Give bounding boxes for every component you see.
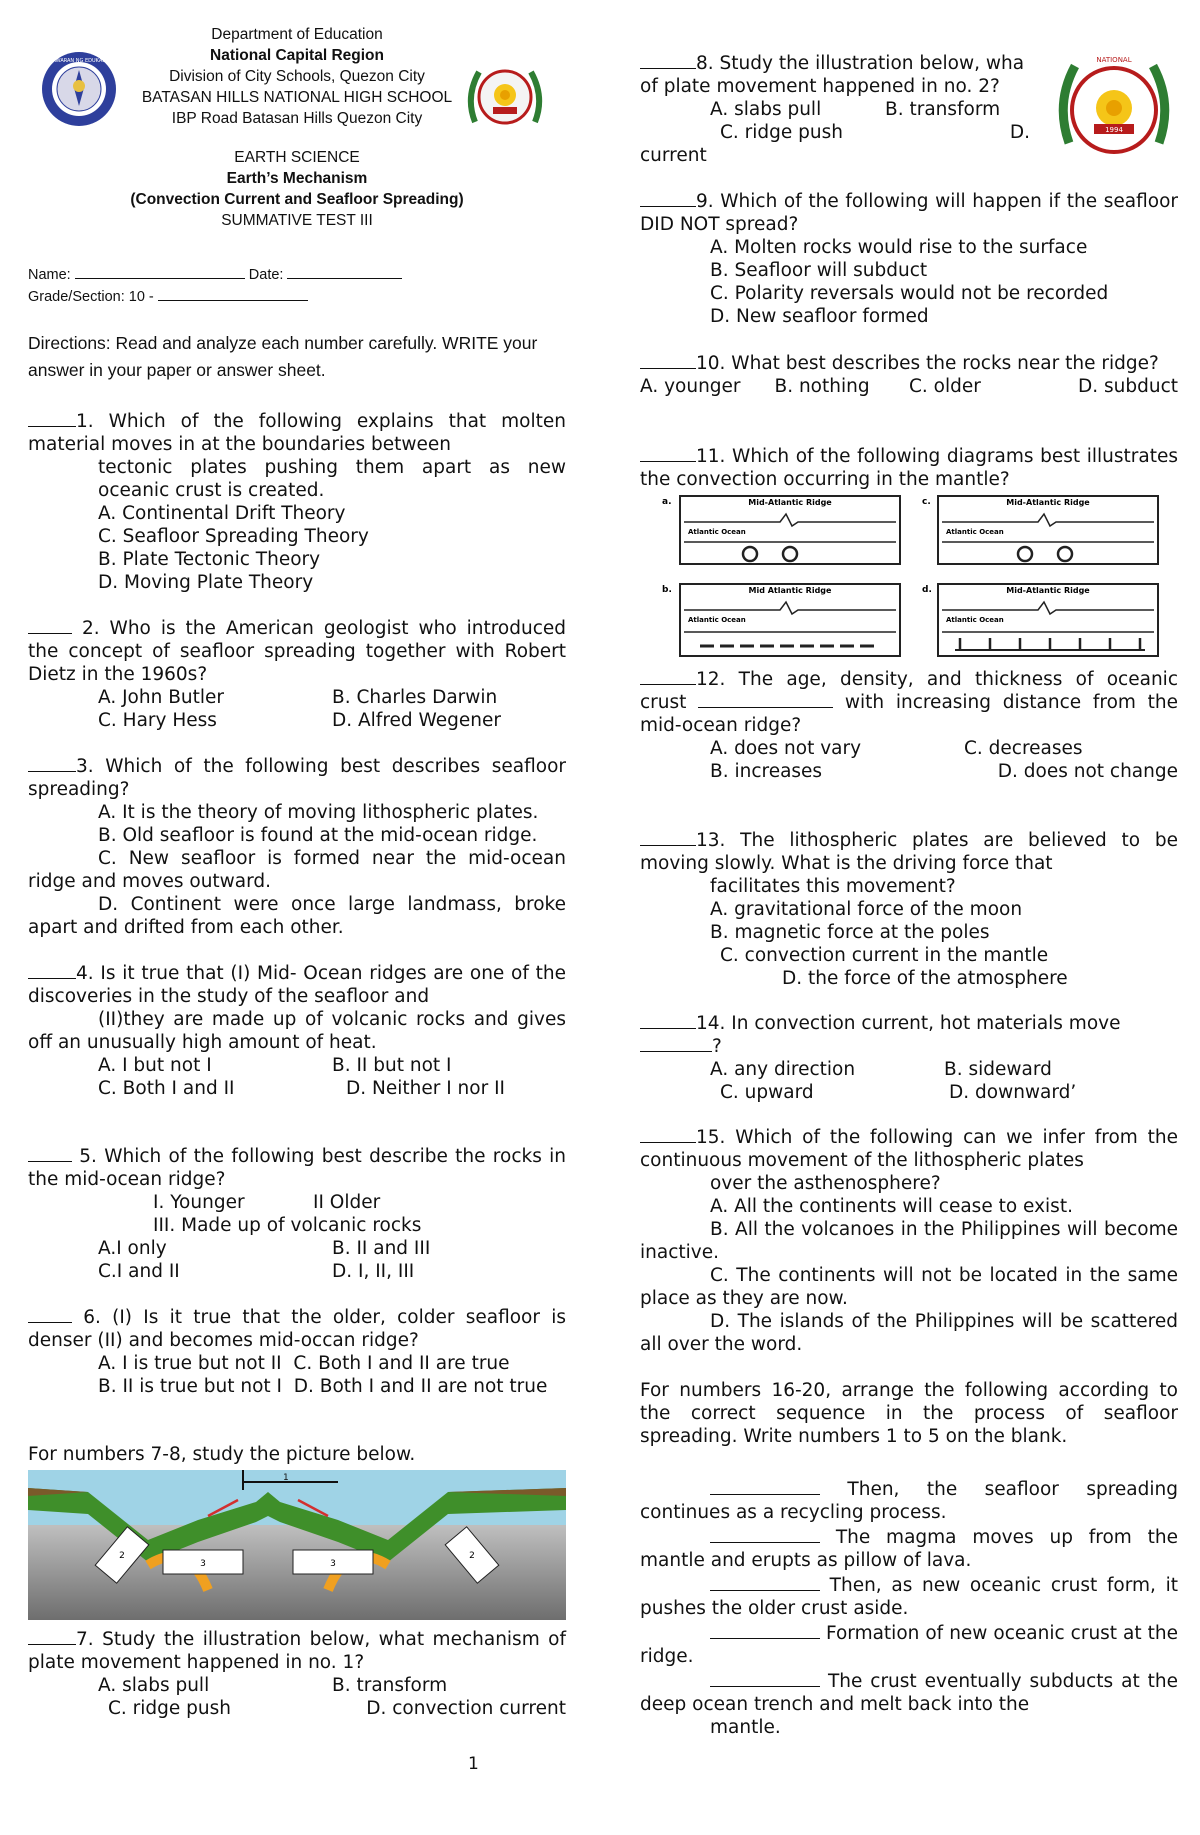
panel-a xyxy=(662,496,900,564)
option-a: A. Molten rocks would rise to the surface xyxy=(710,237,1088,258)
sequence-items xyxy=(640,1478,1178,1739)
option-a: A. Continental Drift Theory xyxy=(98,503,346,524)
option-a: A. John Butler xyxy=(98,687,224,708)
option-a: A. gravitational force of the moon xyxy=(710,899,1023,920)
seal-top-text: NATIONAL xyxy=(1096,56,1132,64)
question-stem-cont: with increasing distance from the mid-ocean ridge? xyxy=(640,692,1178,736)
question-10 xyxy=(640,352,1178,398)
answer-blank[interactable] xyxy=(28,426,76,427)
option-b: B. All the volcanoes in the Philippines will become inactive. xyxy=(640,1219,1178,1263)
option-a: A. All the continents will cease to exist. xyxy=(710,1196,1073,1217)
answer-blank[interactable] xyxy=(640,206,696,207)
school-seal-large-logo xyxy=(1055,48,1173,166)
statement-ii: II Older xyxy=(313,1192,381,1213)
option-b: B. increases xyxy=(710,761,823,782)
option-d: D. subduct xyxy=(1077,376,1178,397)
question-stem: 4. Is it true that (I) Mid- Ocean ridges are one of the discoveries in the study of the seafloor and xyxy=(28,963,566,1007)
question-stem: 3. Which of the following best describes seafloor spreading? xyxy=(28,756,566,800)
sequence-item xyxy=(640,1526,1178,1572)
question-8 xyxy=(640,52,1060,167)
option-c: C. decreases xyxy=(964,738,1083,759)
question-7 xyxy=(28,1628,566,1720)
panel-a-ridge: Mid-Atlantic Ridge xyxy=(748,498,832,507)
deped-seal-text: KAGAWARAN NG EDUKASYON xyxy=(42,58,116,64)
question-stem: 11. Which of the following diagrams best illustrates the convection occurring in the mantle? xyxy=(640,446,1178,490)
school-name: BATASAN HILLS NATIONAL HIGH SCHOOL xyxy=(141,89,453,106)
option-a: A. I is true but not II xyxy=(98,1353,282,1374)
panel-c-ridge: Mid-Atlantic Ridge xyxy=(1006,498,1090,507)
seal-year: 1994 xyxy=(1105,126,1123,134)
option-c: C. ridge push xyxy=(108,1698,232,1719)
label-3-right: 3 xyxy=(330,1559,336,1569)
option-d: D. Alfred Wegener xyxy=(332,710,501,731)
option-a: A.I only xyxy=(98,1238,167,1259)
subtopic-title: (Convection Current and Seafloor Spreading) xyxy=(130,191,464,208)
question-stem: 12. The age, density, and thickness of oceanic crust xyxy=(640,669,1178,713)
sequence-text: Formation of new oceanic crust at the ridge. xyxy=(640,1623,1178,1667)
question-5 xyxy=(28,1145,566,1283)
option-c: C. Hary Hess xyxy=(98,710,217,731)
option-b: B. transform xyxy=(332,1675,448,1696)
question-6 xyxy=(28,1306,566,1398)
sequence-intro: For numbers 16-20, arrange the following according to the correct sequence in the process of seafloor spreading. Write numbers 1 to 5 on the blank. xyxy=(640,1380,1178,1447)
answer-blank[interactable] xyxy=(640,684,696,685)
option-b: B. II and III xyxy=(332,1238,431,1259)
option-d-cont: current xyxy=(640,145,707,166)
question-stem-cont: of plate movement happened in no. 2? xyxy=(640,76,1000,97)
label-2-right: 2 xyxy=(469,1551,475,1561)
convection-options-diagram xyxy=(640,492,1178,662)
panel-b-ocean: Atlantic Ocean xyxy=(688,616,746,624)
answer-blank[interactable] xyxy=(28,978,76,979)
question-stem-cont: tectonic plates pushing them apart as new oceanic crust is created. xyxy=(98,457,566,501)
option-b: B. II but not I xyxy=(332,1055,452,1076)
statement-i: I. Younger xyxy=(153,1192,245,1213)
figure-note: For numbers 7-8, study the picture below. xyxy=(28,1444,416,1465)
option-b: B. transform xyxy=(885,99,1001,120)
label-1: 1 xyxy=(283,1473,289,1483)
seafloor-spreading-diagram xyxy=(28,1470,566,1620)
answer-blank[interactable] xyxy=(640,1028,696,1029)
panel-b xyxy=(662,584,900,656)
dept-name: Department of Education xyxy=(211,26,383,43)
school-address: IBP Road Batasan Hills Quezon City xyxy=(171,110,423,127)
option-d: D. Moving Plate Theory xyxy=(98,572,314,593)
option-b: B. nothing xyxy=(774,376,870,397)
question-stem: 5. Which of the following best describe the rocks in the mid-ocean ridge? xyxy=(28,1146,566,1190)
option-b: B. Plate Tectonic Theory xyxy=(98,549,321,570)
question-stem: 13. The lithospheric plates are believed to be moving slowly. What is the driving force that xyxy=(640,830,1178,874)
option-d: D. xyxy=(1009,122,1030,143)
grade-blank[interactable] xyxy=(158,300,308,301)
region-name: National Capital Region xyxy=(210,47,384,64)
question-4 xyxy=(28,962,566,1100)
question-12 xyxy=(640,668,1178,783)
sequence-text: The magma moves up from the mantle and erupts as pillow of lava. xyxy=(640,1527,1178,1571)
option-b: B. Seafloor will subduct xyxy=(710,260,928,281)
panel-c xyxy=(922,496,1158,564)
directions: Directions: Read and analyze each number carefully. WRITE your answer in your paper or answer sheet. xyxy=(28,333,538,380)
grade-label: Grade/Section: 10 - xyxy=(28,289,158,305)
option-c: C. older xyxy=(909,376,981,397)
option-c: C.I and II xyxy=(98,1261,180,1282)
option-a: A. It is the theory of moving lithospheric plates. xyxy=(98,802,539,823)
option-a: A. slabs pull xyxy=(710,99,822,120)
question-stem: 9. Which of the following will happen if the seafloor DID NOT spread? xyxy=(640,191,1178,235)
panel-a-ocean: Atlantic Ocean xyxy=(688,528,746,536)
question-1 xyxy=(28,410,566,594)
option-d: D. the force of the atmosphere xyxy=(782,968,1068,989)
sequence-blank[interactable] xyxy=(710,1542,820,1543)
division-name: Division of City Schools, Quezon City xyxy=(169,68,425,85)
sequence-item xyxy=(640,1622,1178,1668)
question-9 xyxy=(640,190,1178,328)
sequence-blank[interactable] xyxy=(710,1590,820,1591)
option-a: A. does not vary xyxy=(710,738,862,759)
question-stem: 6. (I) Is it true that the older, colder seafloor is denser (II) and becomes mid-occan ridge? xyxy=(28,1307,566,1351)
question-2 xyxy=(28,617,566,732)
date-blank[interactable] xyxy=(287,278,402,279)
sequence-item xyxy=(640,1670,1178,1716)
answer-blank[interactable] xyxy=(640,68,696,69)
question-stem: 14. In convection current, hot materials move xyxy=(696,1013,1121,1034)
option-d: D. New seafloor formed xyxy=(710,306,929,327)
panel-b-letter: b. xyxy=(662,585,672,595)
question-11 xyxy=(640,445,1178,491)
sequence-blank[interactable] xyxy=(710,1686,820,1687)
school-header xyxy=(28,24,566,231)
option-c: C. The continents will not be located in the same place as they are now. xyxy=(640,1265,1178,1309)
answer-blank[interactable] xyxy=(28,771,76,772)
option-c: C. Both I and II xyxy=(98,1078,235,1099)
question-stem-cont: (II)they are made up of volcanic rocks and gives off an unusually high amount of heat. xyxy=(28,1009,566,1053)
option-d: D. Neither I nor II xyxy=(346,1078,505,1099)
panel-c-letter: c. xyxy=(922,497,931,507)
option-c: C. ridge push xyxy=(720,122,844,143)
answer-blank[interactable] xyxy=(28,1644,76,1645)
sequence-blank[interactable] xyxy=(710,1494,820,1495)
panel-d xyxy=(922,584,1158,656)
option-a: A. slabs pull xyxy=(98,1675,210,1696)
option-a: A. younger xyxy=(640,376,741,397)
topic-title: Earth’s Mechanism xyxy=(226,170,368,187)
option-d: D. The islands of the Philippines will be scattered all over the word. xyxy=(640,1311,1178,1355)
option-b: B. Charles Darwin xyxy=(332,687,498,708)
sequence-text: The crust eventually subducts at the deep ocean trench and melt back into the xyxy=(640,1671,1178,1715)
question-stem: 8. Study the illustration below, wha xyxy=(696,53,1025,74)
option-c: C. Both I and II are true xyxy=(293,1353,510,1374)
fill-blank[interactable] xyxy=(640,1051,712,1052)
answer-blank[interactable] xyxy=(640,368,696,369)
question-stem: 10. What best describes the rocks near the ridge? xyxy=(696,353,1159,374)
date-label: Date: xyxy=(244,267,288,283)
option-d: D. does not change xyxy=(997,761,1178,782)
sequence-text: Then, the seafloor spreading continues as a recycling process. xyxy=(640,1479,1178,1523)
question-stem: 1. Which of the following explains that molten material moves in at the boundaries between xyxy=(28,411,566,455)
answer-blank[interactable] xyxy=(640,1142,696,1143)
panel-d-ocean: Atlantic Ocean xyxy=(946,616,1004,624)
option-a: A. any direction xyxy=(710,1059,856,1080)
question-13 xyxy=(640,829,1178,990)
panel-d-letter: d. xyxy=(922,585,932,595)
option-d: D. convection current xyxy=(366,1698,566,1719)
option-d: D. I, II, III xyxy=(332,1261,415,1282)
page-number: 1 xyxy=(468,1754,479,1774)
question-stem-cont: over the asthenosphere? xyxy=(710,1173,941,1194)
option-b: B. magnetic force at the poles xyxy=(710,922,990,943)
question-stem: 15. Which of the following can we infer from the continuous movement of the lithospheric plates xyxy=(640,1127,1178,1171)
fill-blank[interactable] xyxy=(698,707,833,708)
sequence-text: Then, as new oceanic crust form, it pushes the older crust aside. xyxy=(640,1575,1178,1619)
option-b: B. Old seafloor is found at the mid-ocean ridge. xyxy=(98,825,538,846)
option-a: A. I but not I xyxy=(98,1055,212,1076)
statement-iii: III. Made up of volcanic rocks xyxy=(153,1215,422,1236)
sequence-blank[interactable] xyxy=(710,1638,820,1639)
sequence-item xyxy=(640,1574,1178,1620)
option-b: B. sideward xyxy=(944,1059,1052,1080)
answer-blank[interactable] xyxy=(640,845,696,846)
question-stem: 7. Study the illustration below, what mechanism of plate movement happened in no. 1? xyxy=(28,1629,566,1673)
answer-blank[interactable] xyxy=(28,633,72,634)
option-c: C. Polarity reversals would not be recorded xyxy=(710,283,1109,304)
option-c: C. upward xyxy=(720,1082,814,1103)
option-d: D. downward’ xyxy=(949,1082,1077,1103)
option-c: C. Seafloor Spreading Theory xyxy=(98,526,369,547)
student-info xyxy=(28,264,566,308)
label-2-left: 2 xyxy=(119,1551,125,1561)
answer-blank[interactable] xyxy=(640,461,696,462)
question-stem: 2. Who is the American geologist who introduced the concept of seafloor spreading together with Robert Dietz in the 1960s? xyxy=(28,618,566,685)
name-label: Name: xyxy=(28,267,75,283)
answer-blank[interactable] xyxy=(28,1161,72,1162)
question-14 xyxy=(640,1012,1178,1104)
sequence-tail: mantle. xyxy=(710,1717,781,1738)
sequence-item xyxy=(640,1478,1178,1524)
panel-b-ridge: Mid Atlantic Ridge xyxy=(748,586,832,595)
question-3 xyxy=(28,755,566,939)
option-d: D. Continent were once large landmass, broke apart and drifted from each other. xyxy=(28,894,566,938)
option-d: D. Both I and II are not true xyxy=(293,1376,548,1397)
question-stem-cont: facilitates this movement? xyxy=(710,876,956,897)
option-b: B. II is true but not I xyxy=(98,1376,282,1397)
answer-blank[interactable] xyxy=(28,1322,72,1323)
panel-a-letter: a. xyxy=(662,497,672,507)
option-c: C. convection current in the mantle xyxy=(720,945,1049,966)
panel-d-ridge: Mid-Atlantic Ridge xyxy=(1006,586,1090,595)
option-c: C. New seafloor is formed near the mid-ocean ridge and moves outward. xyxy=(28,848,566,892)
question-stem-cont: ? xyxy=(712,1036,722,1057)
question-15 xyxy=(640,1126,1178,1356)
label-3-left: 3 xyxy=(200,1559,206,1569)
name-blank[interactable] xyxy=(75,278,245,279)
test-title: SUMMATIVE TEST III xyxy=(221,212,373,229)
subject-title: EARTH SCIENCE xyxy=(234,149,360,166)
panel-c-ocean: Atlantic Ocean xyxy=(946,528,1004,536)
